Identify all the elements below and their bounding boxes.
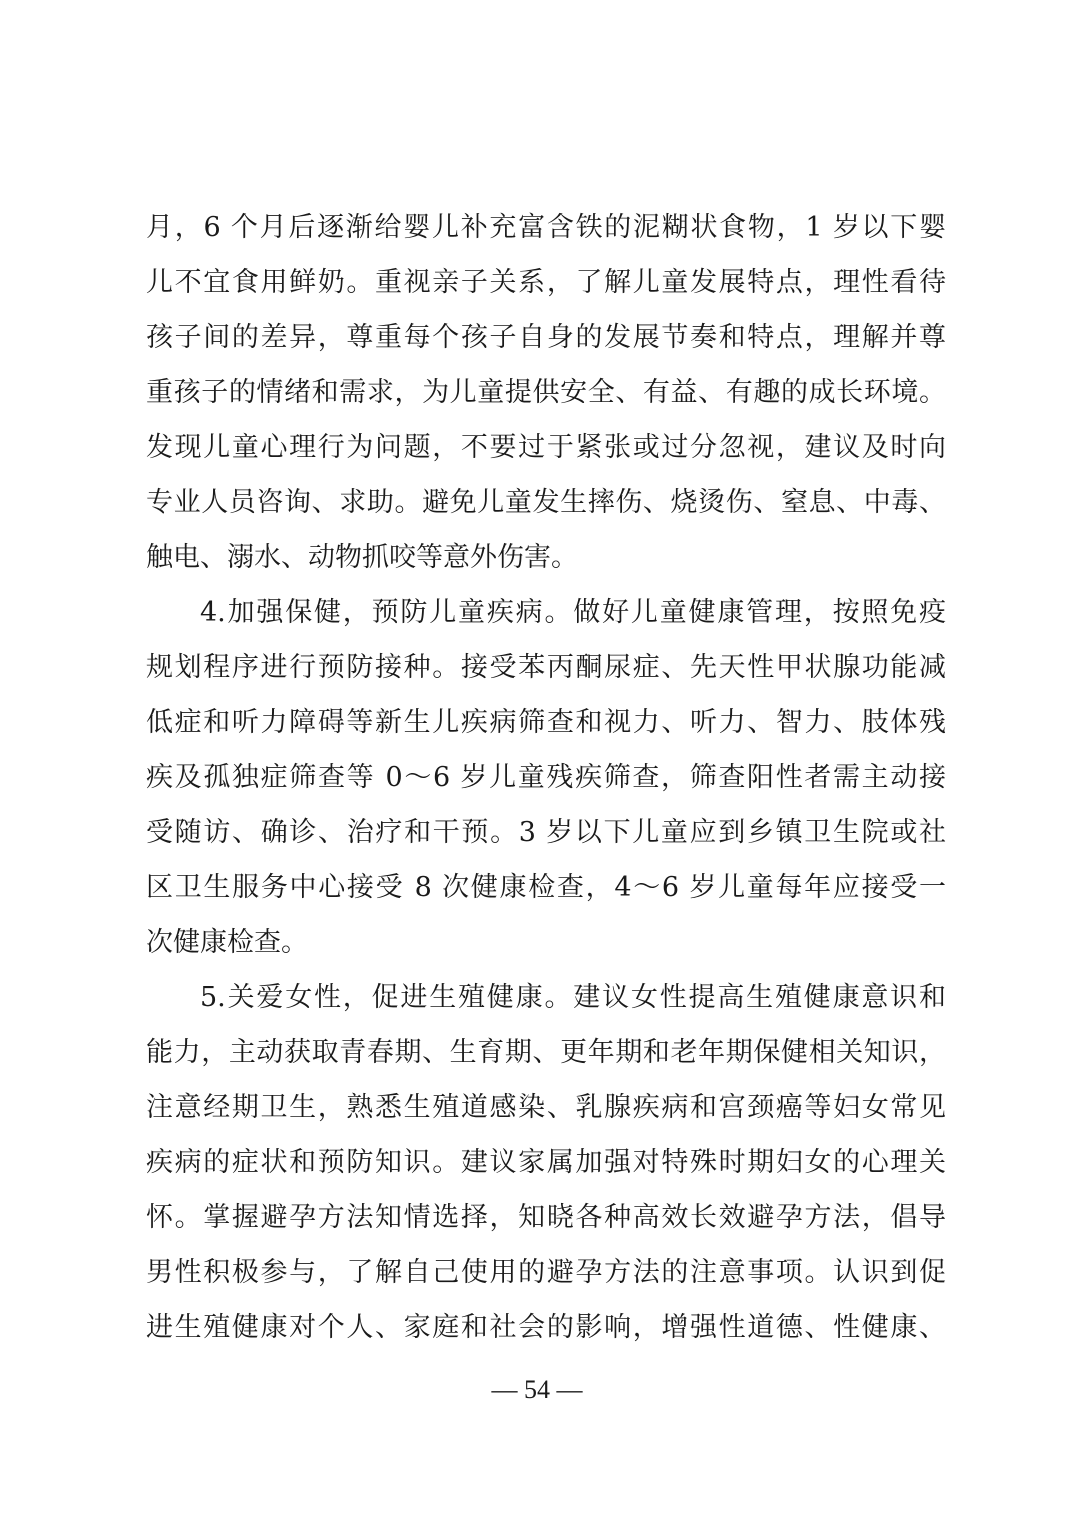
text-line: 男性积极参与，了解自己使用的避孕方法的注意事项。认识到促 [146,1257,946,1288]
text-line: 进生殖健康对个人、家庭和社会的影响，增强性道德、性健康、 [146,1312,946,1343]
text-line: 儿不宜食用鲜奶。重视亲子关系，了解儿童发展特点，理性看待 [146,267,946,298]
page-number: — 54 — [491,1375,583,1404]
text-line: 能力，主动获取青春期、生育期、更年期和老年期保健相关知识， [146,1037,946,1068]
paragraph-2 [146,585,946,970]
text-line: 疾病的症状和预防知识。建议家属加强对特殊时期妇女的心理关 [146,1147,946,1178]
text-line: 5.关爱女性，促进生殖健康。建议女性提高生殖健康意识和 [200,982,946,1013]
text-line: 4.加强保健，预防儿童疾病。做好儿童健康管理，按照免疫 [200,597,946,628]
text-line: 孩子间的差异，尊重每个孩子自身的发展节奏和特点，理解并尊 [146,322,946,353]
text-line: 触电、溺水、动物抓咬等意外伤害。 [146,542,578,573]
text-line: 疾及孤独症筛查等 0～6 岁儿童残疾筛查，筛查阳性者需主动接 [146,762,946,793]
text-line: 专业人员咨询、求助。避免儿童发生摔伤、烧烫伤、窒息、中毒、 [146,487,946,518]
paragraph-3 [146,970,946,1355]
text-line: 怀。掌握避孕方法知情选择，知晓各种高效长效避孕方法，倡导 [146,1202,946,1233]
text-line: 次健康检查。 [146,927,308,958]
text-line: 规划程序进行预防接种。接受苯丙酮尿症、先天性甲状腺功能减 [146,652,946,683]
paragraph-1 [146,200,946,585]
text-line: 低症和听力障碍等新生儿疾病筛查和视力、听力、智力、肢体残 [146,707,946,738]
text-line: 月，6 个月后逐渐给婴儿补充富含铁的泥糊状食物，1 岁以下婴 [146,212,946,243]
page-body [146,200,946,1355]
text-line: 受随访、确诊、治疗和干预。3 岁以下儿童应到乡镇卫生院或社 [146,817,946,848]
text-line: 区卫生服务中心接受 8 次健康检查，4～6 岁儿童每年应接受一 [146,872,946,903]
text-line: 重孩子的情绪和需求，为儿童提供安全、有益、有趣的成长环境。 [146,377,946,408]
text-line: 注意经期卫生，熟悉生殖道感染、乳腺疾病和宫颈癌等妇女常见 [146,1092,946,1123]
text-line: 发现儿童心理行为问题，不要过于紧张或过分忽视，建议及时向 [146,432,946,463]
